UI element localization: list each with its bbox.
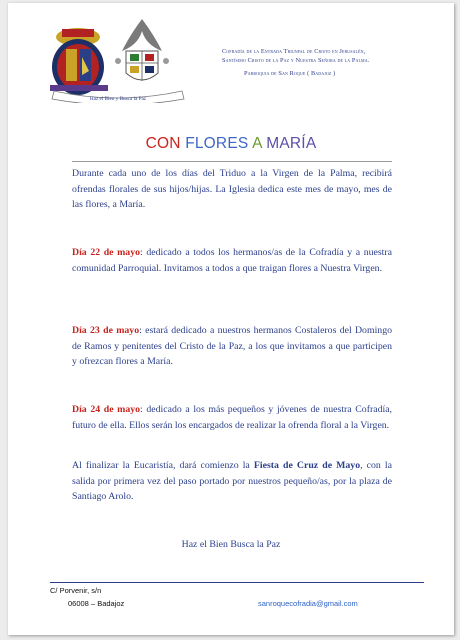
footer-city: 06008 – Badajoz: [68, 599, 125, 608]
header-line-2: Santísimo Cristo de la Paz y Nuestra Señora de la Palma.: [222, 57, 370, 64]
day23-paragraph: [72, 323, 392, 370]
header-line-1: Cofradía de la Entrada Triunfal de Cristo en Jerusalén,: [222, 48, 366, 55]
svg-text:Haz el Bien y Busca la Paz: Haz el Bien y Busca la Paz: [89, 96, 147, 102]
parish-name: Parroquia de San Roque ( Badajoz ): [244, 70, 336, 77]
day24-label: Día 24 de mayo: [72, 404, 141, 415]
day24-text: : dedicado a los más pequeños y jóvenes de nuestra Cofradía, futuro de ella. Ellos serán los encargados de realizar la ofrenda floral a la Virgen.: [72, 404, 392, 431]
footer-email-link[interactable]: sanroquecofradia@gmail.com: [258, 599, 358, 608]
document-page: [8, 3, 454, 635]
left-coat-of-arms-icon: [50, 28, 108, 95]
day22-paragraph: [72, 245, 392, 276]
closing-paragraph: [72, 458, 392, 505]
footer-divider: [50, 582, 424, 583]
right-coat-of-arms-icon: [115, 19, 169, 81]
title-part-flores: FLORES: [185, 135, 253, 152]
title-divider: [72, 161, 392, 162]
day23-label: Día 23 de mayo: [72, 325, 140, 336]
closing-text-start: Al finalizar la Eucaristía, dará comienzo la: [72, 460, 254, 471]
motto: Haz el Bien Busca la Paz: [181, 539, 281, 550]
fiesta-name: Fiesta de Cruz de Mayo: [253, 460, 361, 471]
closing-text-end: , con la salida por primera vez del paso portado por nuestros pequeño/as, por la plaza de Santiago Arolo.: [72, 460, 392, 502]
title-part-con: CON: [145, 135, 186, 152]
day23-text: : estará dedicado a nuestros hermanos Costaleros del Domingo de Ramos y penitentes del Cristo de la Paz, a los que invitamos a que participen y ofrezcan flores a María.: [72, 325, 392, 367]
day22-text: : dedicado a todos los hermanos/as de la Cofradía y a nuestra comunidad Parroquial. Invitamos a todos a que traigan flores a Nuestra Virgen.: [72, 247, 392, 274]
cofradia-logo: [42, 11, 192, 103]
header-text: [222, 47, 444, 78]
day24-paragraph: [72, 402, 392, 433]
footer-street: C/ Porvenir, s/n: [50, 586, 102, 595]
title-part-maria: MARÍA: [266, 135, 317, 152]
title-part-a: A: [252, 135, 267, 152]
intro-paragraph: Durante cada uno de los días del Triduo a la Virgen de la Palma, recibirá ofrendas florales de sus hijos/hijas. La Iglesia dedica este mes de mayo, mes de las flores, a María.: [72, 168, 392, 210]
page-title: [8, 135, 454, 153]
day22-label: Día 22 de mayo: [72, 247, 140, 258]
